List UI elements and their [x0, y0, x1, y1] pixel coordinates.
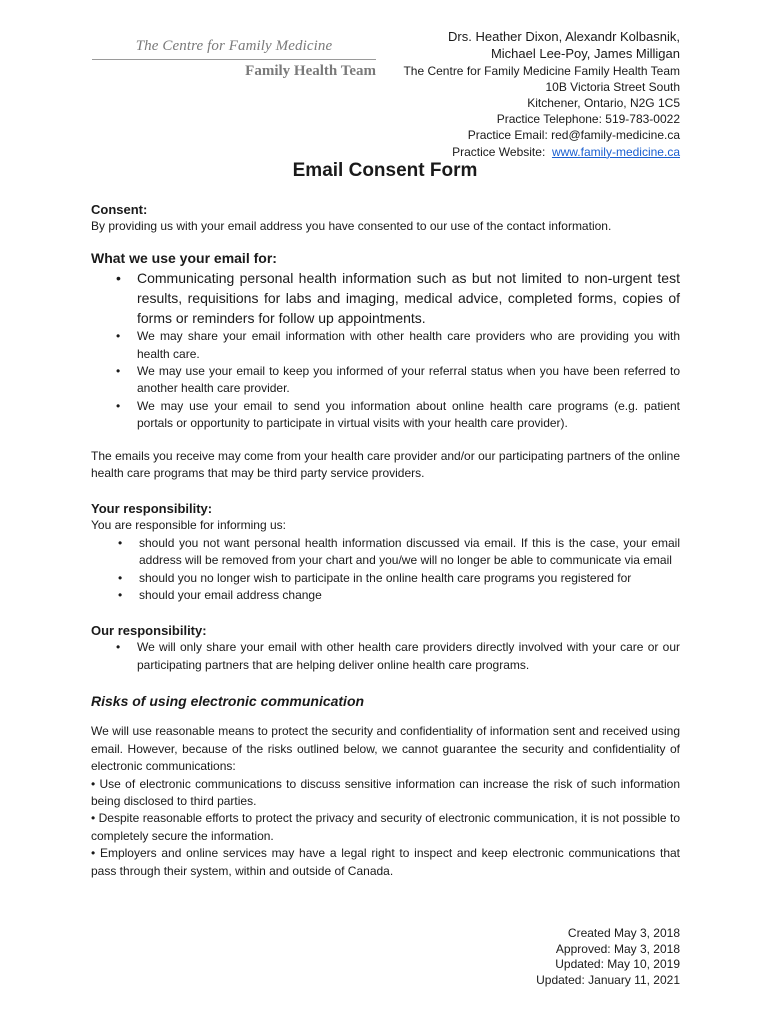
risk-point: • Despite reasonable efforts to protect the privacy and security of electronic communication, it is not possible to completely secure the information. — [91, 811, 680, 843]
consent-heading: Consent: — [91, 202, 148, 217]
our-responsibility-heading: Our responsibility: — [91, 623, 207, 639]
risks-intro: We will use reasonable means to protect the security and confidentiality of information sent and received using email. However, because of the risks outlined below, we cannot guarantee the security and confidentiality of electronic communications: — [91, 724, 680, 774]
city-address: Kitchener, Ontario, N2G 1C5 — [527, 96, 680, 110]
consent-text: By providing us with your email address you have consented to our use of the contact information. — [91, 219, 612, 233]
clinic-contact-block — [403, 29, 680, 160]
doctors-line-2: Michael Lee-Poy, James Milligan — [490, 45, 680, 61]
use-item: • We may use your email to keep you informed of your referral status when you have been referred to another health care provider. — [91, 363, 680, 398]
your-responsibility-item: • should you no longer wish to participate in the online health care programs you registered for — [91, 570, 680, 587]
your-responsibility-heading: Your responsibility: — [91, 501, 213, 517]
use-list — [91, 269, 680, 432]
our-responsibility-item: • We will only share your email with other health care providers directly involved with your care or our participating partners that are helping deliver online health care programs. — [91, 639, 680, 674]
logo-subtitle: Family Health Team — [245, 63, 376, 79]
use-note: The emails you receive may come from your health care provider and/or our participating partners of the online health care programs that may be third party service providers. — [91, 448, 680, 481]
use-item: • Communicating personal health information such as but not limited to non-urgent test results, requisitions for labs and imaging, medical advice, completed forms, copies of forms or reminders for follow up appointments. — [91, 269, 680, 328]
your-responsibility-intro: You are responsible for informing us: — [91, 518, 286, 533]
updated-date-2: Updated: January 11, 2021 — [536, 972, 680, 987]
page-title: Email Consent Form — [292, 160, 478, 181]
form-body — [91, 201, 680, 880]
your-responsibility-item: • should your email address change — [91, 587, 680, 604]
created-date: Created May 3, 2018 — [567, 926, 680, 940]
practice-website — [403, 144, 680, 160]
logo-divider — [92, 59, 376, 60]
use-item: • We may use your email to send you information about online health care programs (e.g. patient portals or opportunity to participate in virtual visits with your health care provider). — [91, 398, 680, 433]
logo-title: The Centre for Family Medicine — [135, 38, 333, 54]
practice-phone: Practice Telephone: 519-783-0022 — [496, 112, 680, 127]
street-address: 10B Victoria Street South — [545, 79, 680, 94]
website-label: Practice Website: — [452, 144, 546, 159]
our-responsibility-list — [91, 639, 680, 674]
risks-heading: Risks of using electronic communication — [91, 693, 365, 710]
doctors-line-1: Drs. Heather Dixon, Alexandr Kolbasnik, — [448, 29, 680, 44]
organization-name: The Centre for Family Medicine Family Health Team — [403, 63, 680, 78]
risk-point: • Use of electronic communications to discuss sensitive information can increase the risk of such information being disclosed to third parties. — [91, 776, 680, 808]
clinic-logo — [92, 38, 376, 80]
use-item: • We may share your email information with other health care providers who are providing you with health care. — [91, 328, 680, 363]
use-heading: What we use your email for: — [91, 250, 277, 267]
your-responsibility-item: • should you not want personal health information discussed via email. If this is the case, your email address will be removed from your chart and you/we will no longer be able to communicate via email — [91, 535, 680, 570]
website-link[interactable]: www.family-medicine.ca — [551, 144, 680, 159]
your-responsibility-list — [91, 535, 680, 605]
approved-date: Approved: May 3, 2018 — [555, 941, 680, 956]
revision-history — [536, 926, 680, 988]
practice-email: Practice Email: red@family-medicine.ca — [467, 128, 680, 143]
risk-point: • Employers and online services may have a legal right to inspect and keep electronic communications that pass through their system, within and outside of Canada. — [91, 846, 680, 878]
updated-date-1: Updated: May 10, 2019 — [555, 957, 680, 972]
